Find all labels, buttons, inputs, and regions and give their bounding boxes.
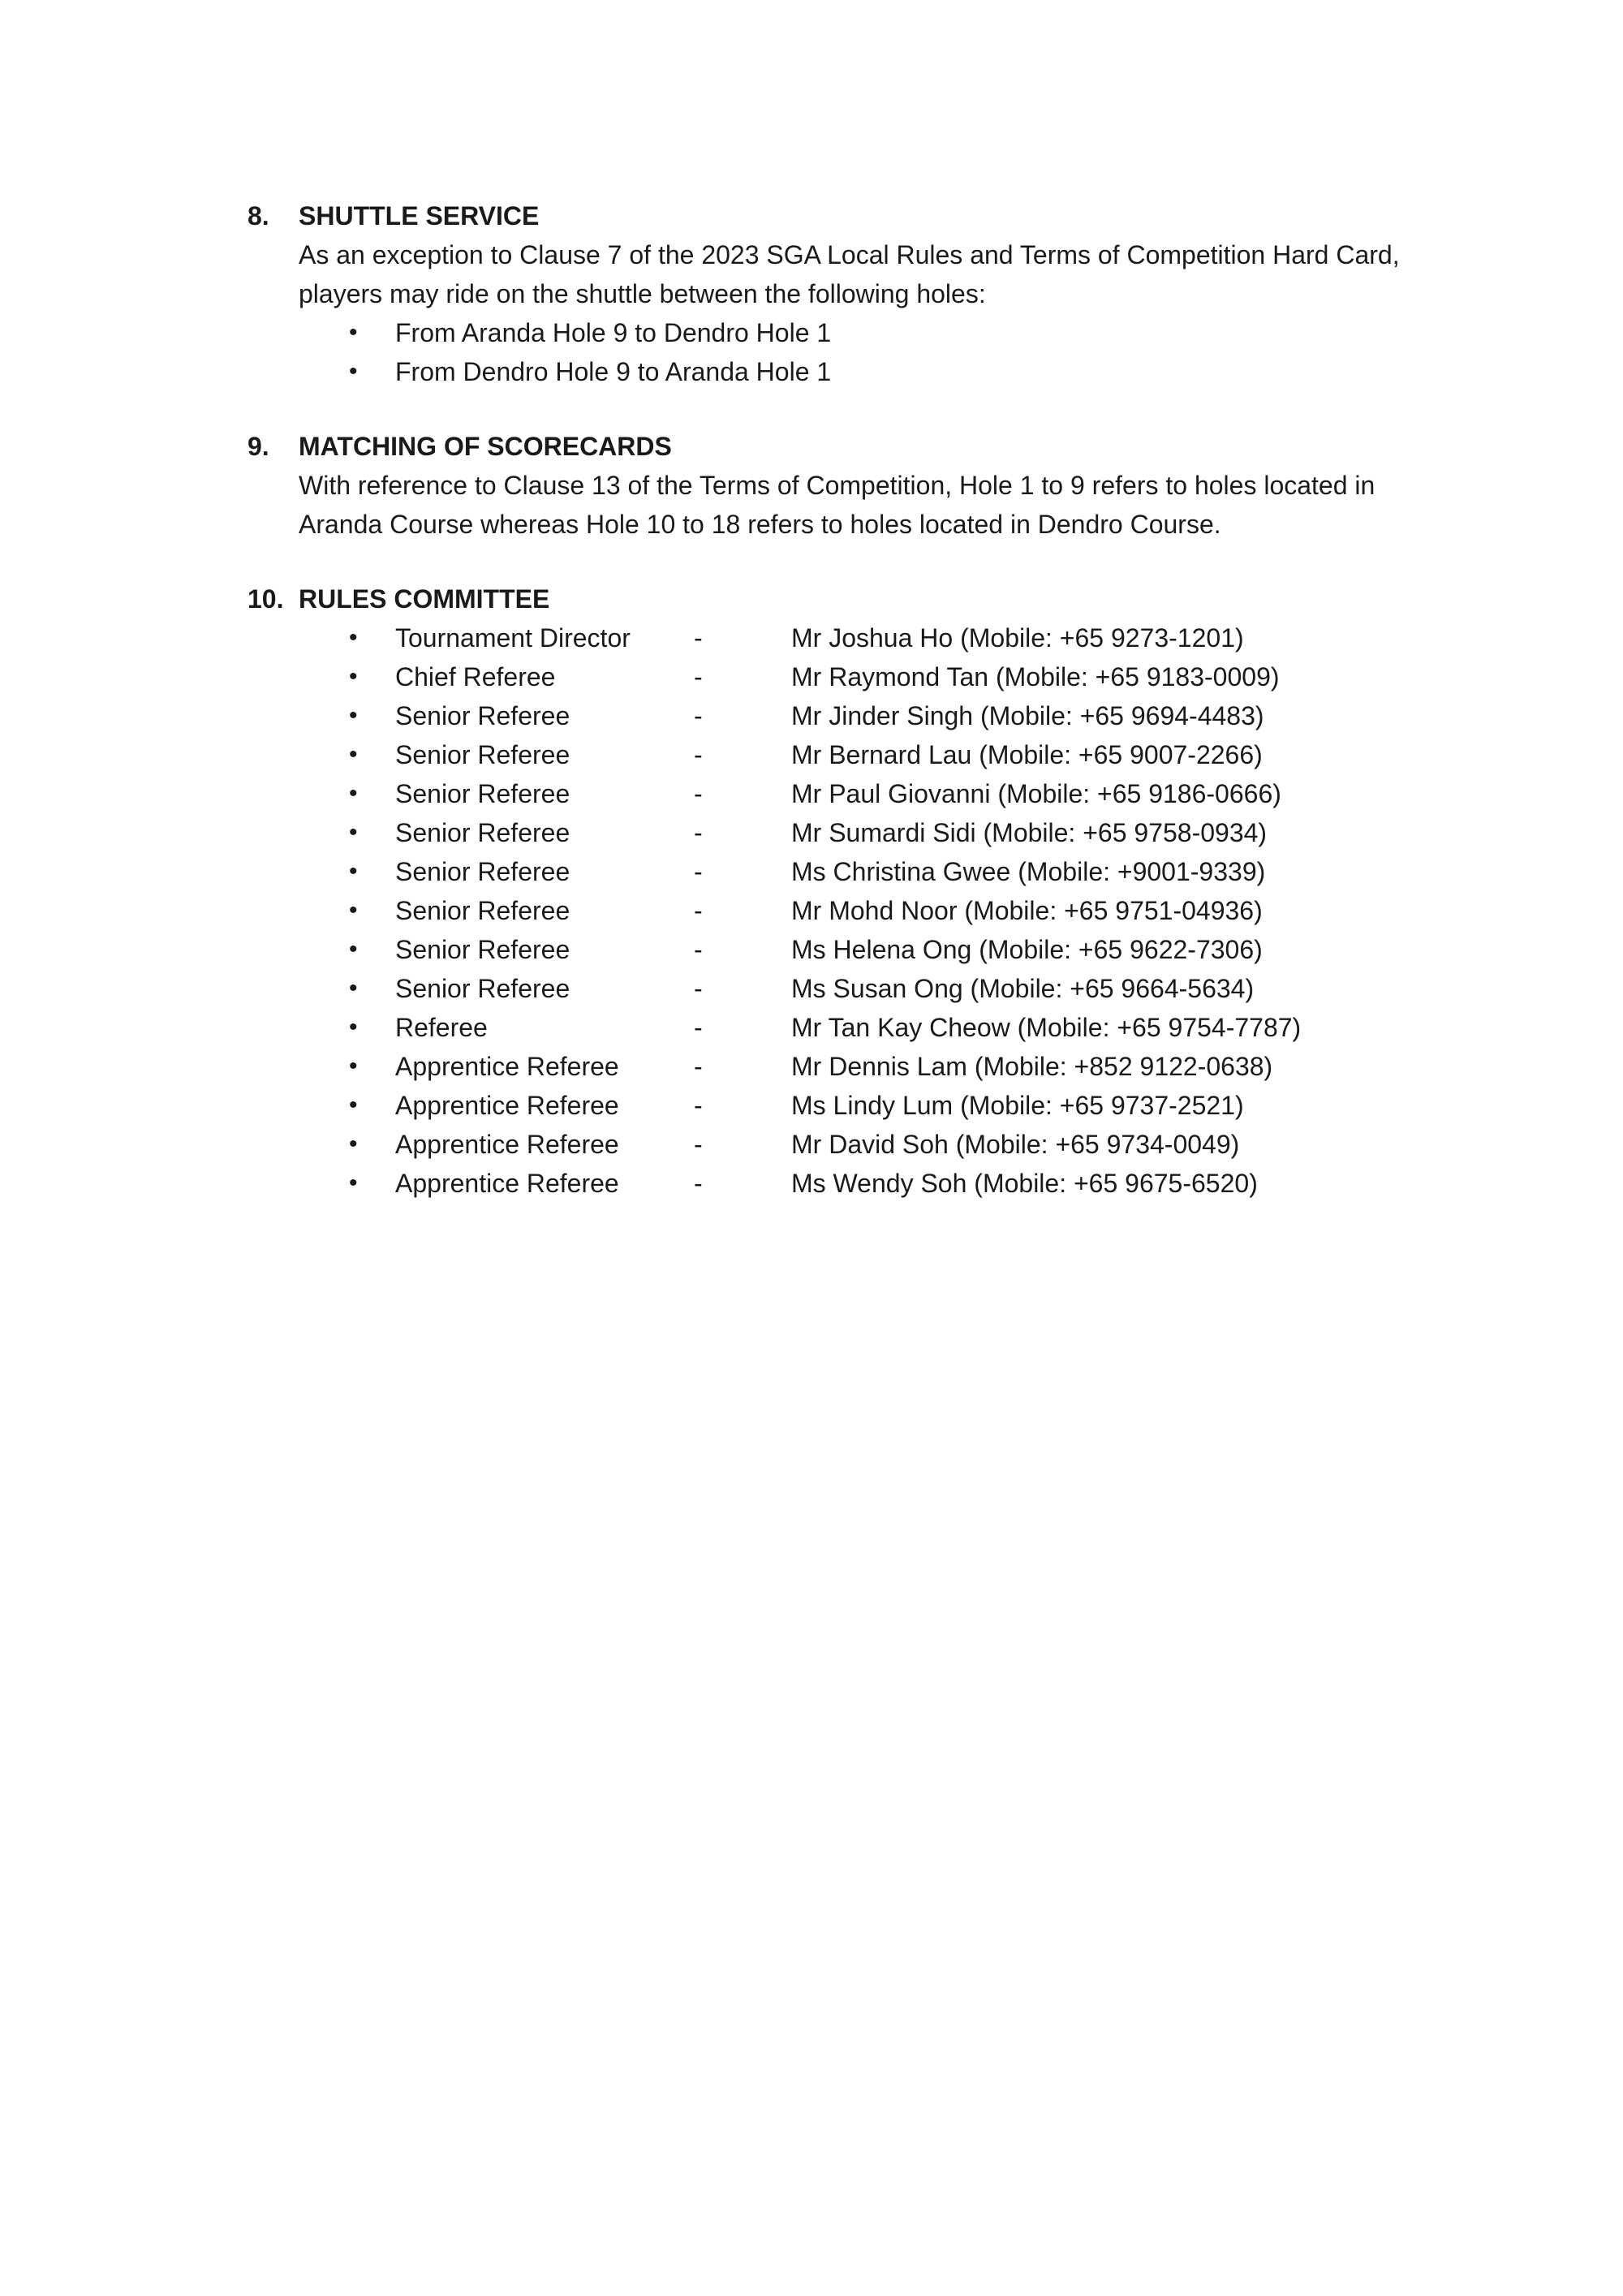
committee-row (349, 1086, 1444, 1125)
member-role: Senior Referee (395, 779, 570, 808)
member-contact: Mr Joshua Ho (Mobile: +65 9273-1201) (791, 623, 1244, 653)
committee-row (349, 891, 1444, 930)
member-contact: Mr Jinder Singh (Mobile: +65 9694-4483) (791, 701, 1264, 730)
committee-row (349, 774, 1444, 813)
member-contact: Mr Sumardi Sidi (Mobile: +65 9758-0934) (791, 818, 1268, 847)
bullet-icon: • (349, 819, 358, 846)
section-10-body (299, 618, 1444, 1203)
member-contact: Mr Paul Giovanni (Mobile: +65 9186-0666) (791, 779, 1281, 808)
committee-row (349, 813, 1444, 852)
section-shuttle-service (248, 196, 1444, 391)
bullet-icon: • (349, 1131, 358, 1157)
member-role: Senior Referee (395, 701, 570, 730)
bullet-icon: • (349, 1053, 358, 1079)
list-item-text: From Aranda Hole 9 to Dendro Hole 1 (395, 318, 832, 347)
separator-dash: - (694, 974, 703, 1003)
section-title: RULES COMMITTEE (299, 584, 550, 614)
section-9-body (299, 466, 1444, 544)
section-number: 10. (248, 584, 284, 614)
member-role: Referee (395, 1013, 488, 1042)
committee-row (349, 657, 1444, 696)
section-9-heading (248, 427, 1444, 466)
member-contact: Mr Dennis Lam (Mobile: +852 9122-0638) (791, 1052, 1273, 1081)
shuttle-paragraph: As an exception to Clause 7 of the 2023 SGA Local Rules and Terms of Competition Hard Card, players may ride on the shuttle between the following holes: (299, 240, 1400, 308)
scorecards-paragraph: With reference to Clause 13 of the Terms of Competition, Hole 1 to 9 refers to holes located in Aranda Course whereas Hole 10 to 18 refers to holes located in Dendro Course. (299, 471, 1375, 539)
member-contact: Mr Raymond Tan (Mobile: +65 9183-0009) (791, 662, 1280, 691)
member-contact: Mr Bernard Lau (Mobile: +65 9007-2266) (791, 740, 1263, 769)
member-contact: Ms Susan Ong (Mobile: +65 9664-5634) (791, 974, 1255, 1003)
separator-dash: - (694, 1091, 703, 1120)
committee-row (349, 1008, 1444, 1047)
bullet-icon: • (349, 897, 358, 924)
member-contact: Mr David Soh (Mobile: +65 9734-0049) (791, 1130, 1240, 1159)
separator-dash: - (694, 935, 703, 964)
member-contact: Ms Christina Gwee (Mobile: +9001-9339) (791, 857, 1266, 886)
committee-row (349, 969, 1444, 1008)
bullet-icon: • (349, 624, 358, 651)
member-role: Apprentice Referee (395, 1130, 619, 1159)
member-role: Apprentice Referee (395, 1052, 619, 1081)
member-contact: Mr Tan Kay Cheow (Mobile: +65 9754-7787) (791, 1013, 1302, 1042)
member-role: Tournament Director (395, 623, 631, 653)
separator-dash: - (694, 1169, 703, 1198)
member-contact: Ms Helena Ong (Mobile: +65 9622-7306) (791, 935, 1263, 964)
bullet-icon: • (349, 1170, 358, 1196)
committee-row (349, 735, 1444, 774)
bullet-icon: • (349, 975, 358, 1002)
separator-dash: - (694, 662, 703, 691)
member-role: Senior Referee (395, 857, 570, 886)
section-number: 8. (248, 201, 269, 230)
separator-dash: - (694, 857, 703, 886)
member-role: Senior Referee (395, 740, 570, 769)
bullet-icon: • (349, 358, 358, 385)
section-8-body (299, 235, 1444, 391)
list-item-text: From Dendro Hole 9 to Aranda Hole 1 (395, 357, 832, 386)
member-role: Apprentice Referee (395, 1091, 619, 1120)
committee-row (349, 1164, 1444, 1203)
bullet-icon: • (349, 1092, 358, 1118)
section-title: MATCHING OF SCORECARDS (299, 432, 672, 461)
separator-dash: - (694, 623, 703, 653)
separator-dash: - (694, 740, 703, 769)
member-role: Chief Referee (395, 662, 556, 691)
separator-dash: - (694, 818, 703, 847)
committee-row (349, 1125, 1444, 1164)
bullet-icon: • (349, 1014, 358, 1040)
committee-list (299, 618, 1444, 1203)
bullet-icon: • (349, 663, 358, 690)
member-contact: Mr Mohd Noor (Mobile: +65 9751-04936) (791, 896, 1263, 925)
bullet-icon: • (349, 936, 358, 963)
separator-dash: - (694, 1130, 703, 1159)
member-role: Senior Referee (395, 935, 570, 964)
separator-dash: - (694, 896, 703, 925)
section-8-heading (248, 196, 1444, 235)
list-item (349, 352, 1444, 391)
separator-dash: - (694, 701, 703, 730)
separator-dash: - (694, 1052, 703, 1081)
bullet-icon: • (349, 702, 358, 729)
bullet-icon: • (349, 319, 358, 346)
member-role: Senior Referee (395, 974, 570, 1003)
bullet-icon: • (349, 858, 358, 885)
separator-dash: - (694, 1013, 703, 1042)
section-rules-committee (248, 579, 1444, 1203)
list-item (349, 313, 1444, 352)
section-title: SHUTTLE SERVICE (299, 201, 540, 230)
member-contact: Ms Lindy Lum (Mobile: +65 9737-2521) (791, 1091, 1244, 1120)
committee-row (349, 618, 1444, 657)
committee-row (349, 930, 1444, 969)
member-contact: Ms Wendy Soh (Mobile: +65 9675-6520) (791, 1169, 1258, 1198)
member-role: Apprentice Referee (395, 1169, 619, 1198)
shuttle-bullet-list (299, 313, 1444, 391)
bullet-icon: • (349, 780, 358, 807)
committee-row (349, 696, 1444, 735)
committee-row (349, 1047, 1444, 1086)
bullet-icon: • (349, 741, 358, 768)
member-role: Senior Referee (395, 896, 570, 925)
section-number: 9. (248, 432, 269, 461)
separator-dash: - (694, 779, 703, 808)
member-role: Senior Referee (395, 818, 570, 847)
committee-row (349, 852, 1444, 891)
section-matching-of-scorecards (248, 427, 1444, 544)
section-10-heading (248, 579, 1444, 618)
